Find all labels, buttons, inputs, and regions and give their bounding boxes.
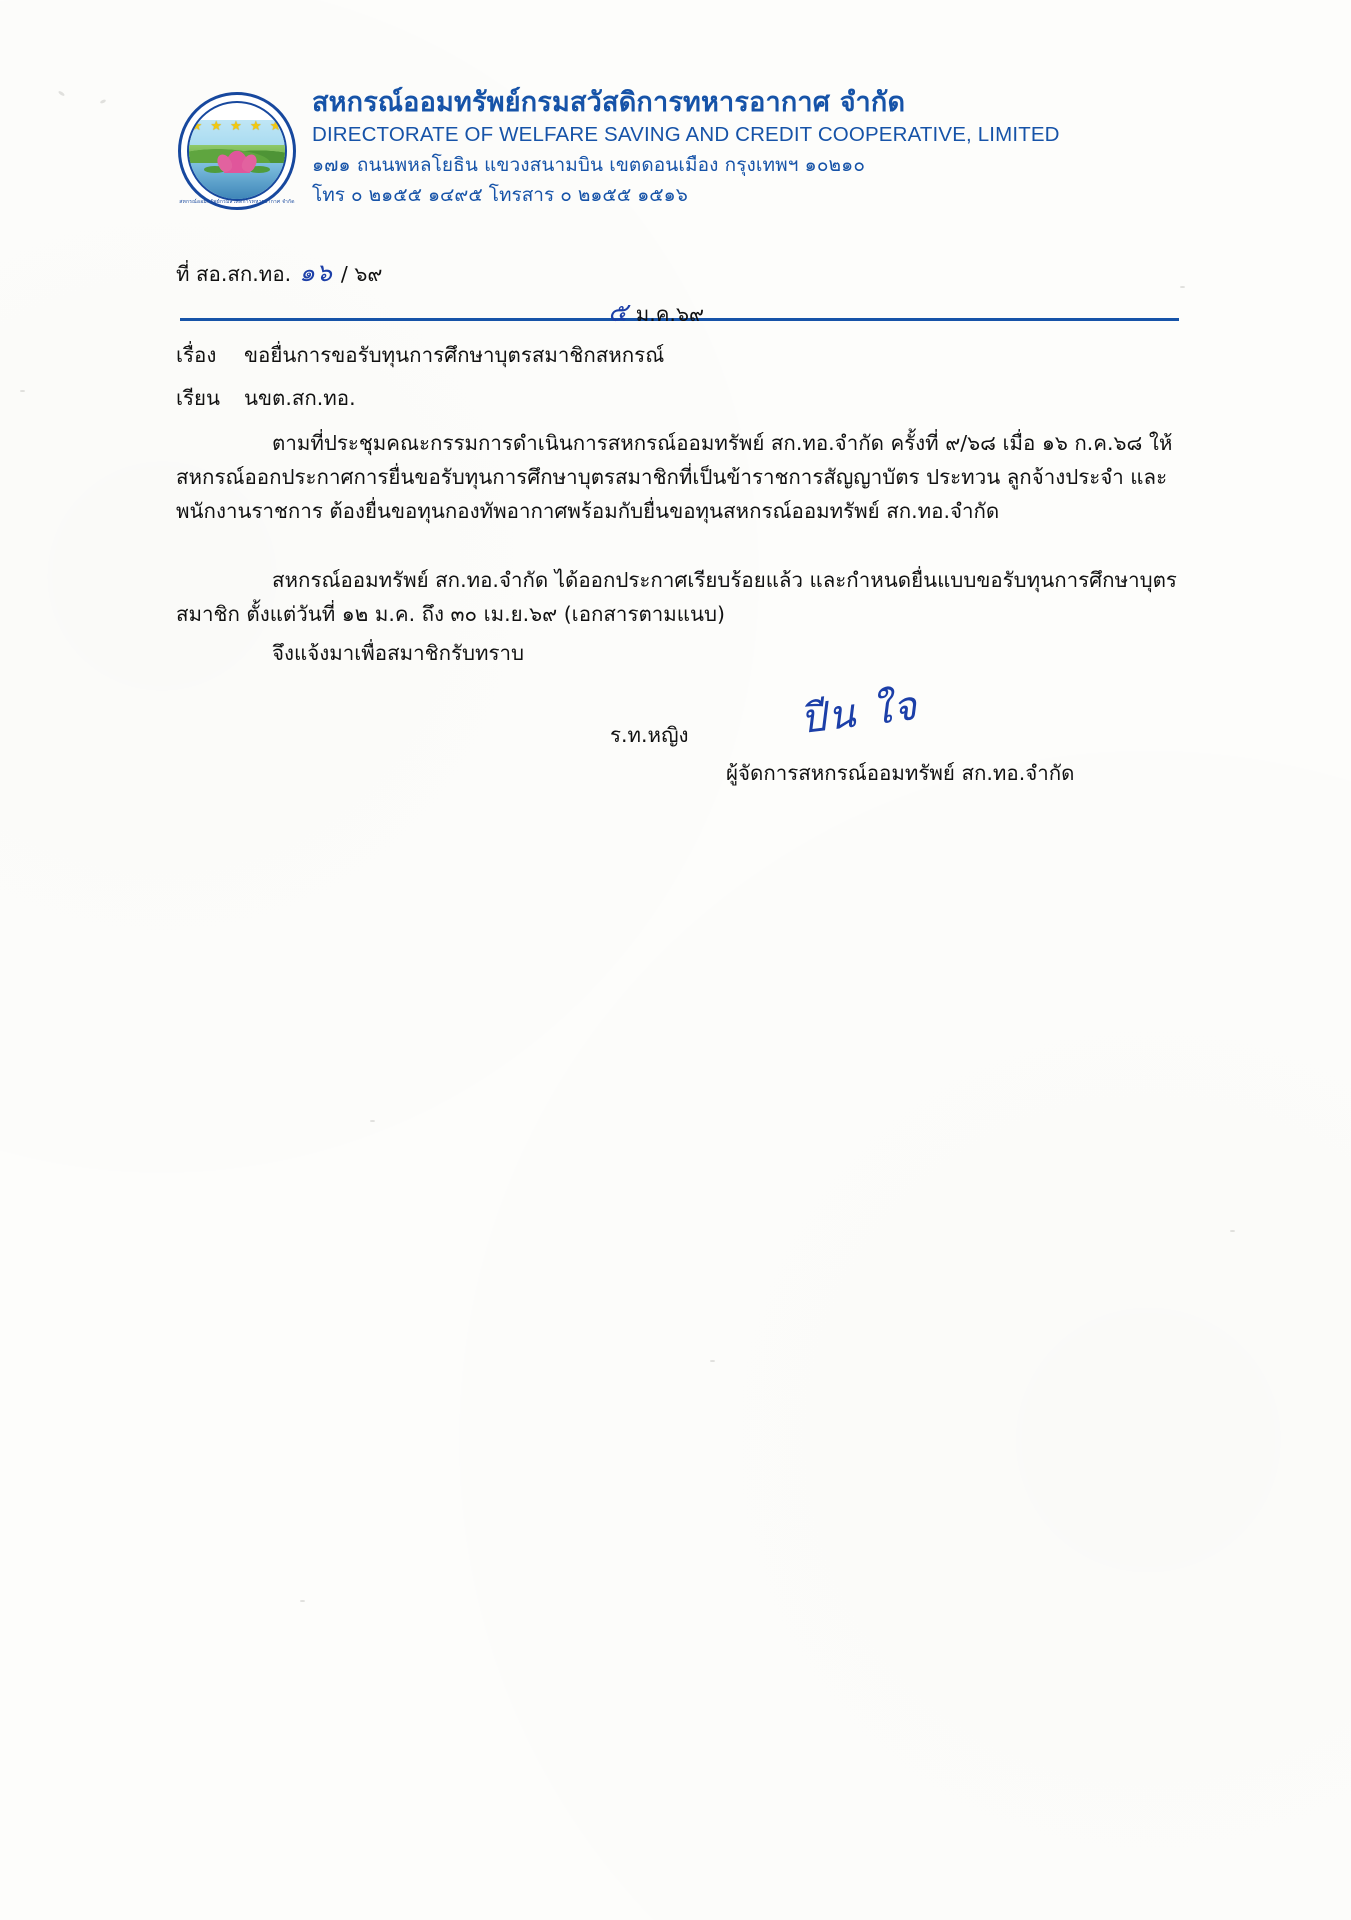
org-name-en: DIRECTORATE OF WELFARE SAVING AND CREDIT COOPERATIVE, LIMITED [312,123,1060,146]
org-phone: โทร ๐ ๒๑๕๕ ๑๔๙๕ โทรสาร ๐ ๒๑๕๕ ๑๕๑๖ [312,184,688,206]
subject-label: เรื่อง [176,343,217,367]
signer-rank: ร.ท.หญิง [610,723,689,747]
recipient-value: นขต.สก.ทอ. [244,386,356,410]
logo-arc-text: สหกรณ์ออมทรัพย์กรมสวัสดิการทหารอากาศ จำกัด [179,199,295,205]
date-day-handwritten: ๕ [608,298,629,328]
scan-speck [20,390,25,392]
logo-lotus-flower [222,147,252,173]
scan-speck [710,1360,715,1362]
signer-position: ผู้จัดการสหกรณ์ออมทรัพย์ สก.ทอ.จำกัด [726,761,1075,785]
letterhead-text-block [312,86,1060,210]
scan-speck [370,1120,375,1122]
document-date [608,296,704,331]
recipient-label: เรียน [176,386,221,410]
body-paragraph-3: จึงแจ้งมาเพื่อสมาชิกรับทราบ [272,641,525,665]
logo-inner-emblem [187,101,287,201]
scan-speck [1230,1230,1235,1232]
subject-line [176,338,664,372]
recipient-line [176,381,356,415]
document-number-handwritten: ๑๖ [299,258,333,287]
letterhead [0,86,1351,246]
date-month-year: ม.ค.๖๙ [635,302,704,326]
scan-speck [300,1600,305,1602]
document-number-year: ๖๙ [354,262,383,286]
scan-speck [1180,286,1185,288]
cooperative-logo-icon [178,92,296,210]
document-number-separator: / [340,262,348,286]
body-paragraph-1: ตามที่ประชุมคณะกรรมการดำเนินการสหกรณ์ออมทรัพย์ สก.ทอ.จำกัด ครั้งที่ ๙/๖๘ เมื่อ ๑๖ ก.ค.๖๘ ให้สหกรณ์ออกประกาศการยื่นขอรับทุนการศึกษาบุตรสมาชิกที่เป็นข้าราชการสัญญาบัตร ประทวน ลูกจ้างประจำ และพนักงานราชการ ต้องยื่นขอทุนกองทัพอากาศพร้อมกับยื่นขอทุนสหกรณ์ออมทรัพย์ สก.ทอ.จำกัด [176,431,1173,523]
document-number-prefix: ที่ สอ.สก.ทอ. [176,262,292,286]
subject-value: ขอยื่นการขอรับทุนการศึกษาบุตรสมาชิกสหกรณ์ [244,343,665,367]
logo-stars: ★ ★ ★ ★ ★ [190,119,284,134]
document-number-line [176,256,382,291]
handwritten-signature: ปีน ใจ [797,682,921,744]
org-name-th: สหกรณ์ออมทรัพย์กรมสวัสดิการทหารอากาศ จำกัด [312,87,906,118]
body-paragraph-2: สหกรณ์ออมทรัพย์ สก.ทอ.จำกัด ได้ออกประกาศเรียบร้อยแล้ว และกำหนดยื่นแบบขอรับทุนการศึกษาบุตรสมาชิก ตั้งแต่วันที่ ๑๒ ม.ค. ถึง ๓๐ เม.ย.๖๙ (เอกสารตามแนบ) [176,568,1177,626]
signature-block [0,682,1351,816]
org-address: ๑๗๑ ถนนพหลโยธิน แขวงสนามบิน เขตดอนเมือง กรุงเทพฯ ๑๐๒๑๐ [312,154,866,176]
